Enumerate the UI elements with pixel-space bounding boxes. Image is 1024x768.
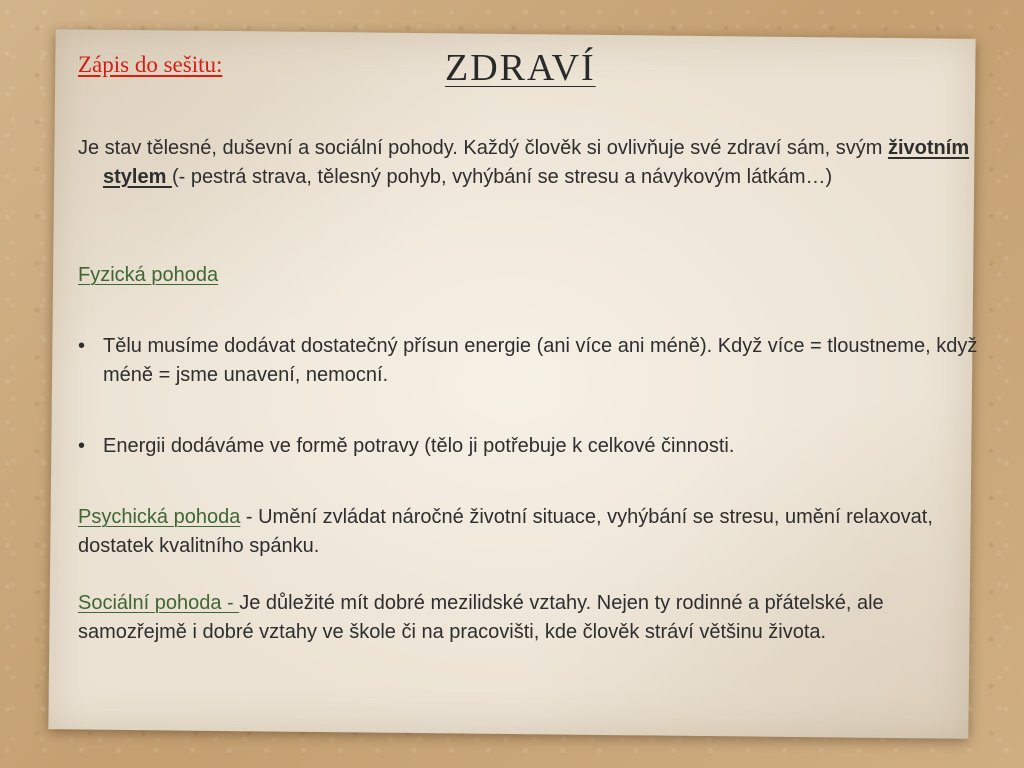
physical-bullet-1 [78, 332, 1003, 390]
page-title: ZDRAVÍ [445, 47, 596, 89]
psychological-text: - Umění zvládat náročné životní situace, vyhýbání se stresu, umění relaxovat, dostatek kvalitního spánku. [78, 506, 933, 557]
intro-text-after: (- pestrá strava, tělesný pohyb, vyhýbání se stresu a návykovým látkám…) [171, 166, 833, 188]
psychological-paragraph [78, 503, 978, 561]
social-text: Je důležité mít dobré mezilidské vztahy. Nejen ty rodinné a přátelské, ale samozřejmě i dobré vztahy ve škole či na pracovišti, kde člověk stráví většinu života. [78, 592, 884, 643]
physical-heading: Fyzická pohoda [78, 264, 219, 286]
physical-heading-line [78, 261, 978, 290]
notebook-label: Zápis do sešitu: [78, 52, 223, 77]
intro-text-before: Je stav tělesné, duševní a sociální pohody. Každý člověk si ovlivňuje své zdraví sám, svým [78, 137, 888, 159]
physical-bullet-2 [78, 432, 1003, 461]
intro-paragraph [78, 134, 1003, 192]
intro-emphasis: životním stylem [103, 137, 970, 188]
bullet-icon: • [78, 435, 86, 457]
social-heading: Sociální pohoda - [78, 592, 240, 614]
bullet-icon: • [78, 335, 86, 357]
physical-bullet-2-text: Energii dodáváme ve formě potravy (tělo ji potřebuje k celkové činnosti. [103, 435, 735, 457]
social-paragraph [78, 589, 978, 647]
psychological-heading: Psychická pohoda [78, 506, 241, 528]
physical-bullet-1-text: Tělu musíme dodávat dostatečný přísun energie (ani více ani méně). Když více = tloustneme, když méně = jsme unavení, nemocní. [103, 335, 978, 386]
